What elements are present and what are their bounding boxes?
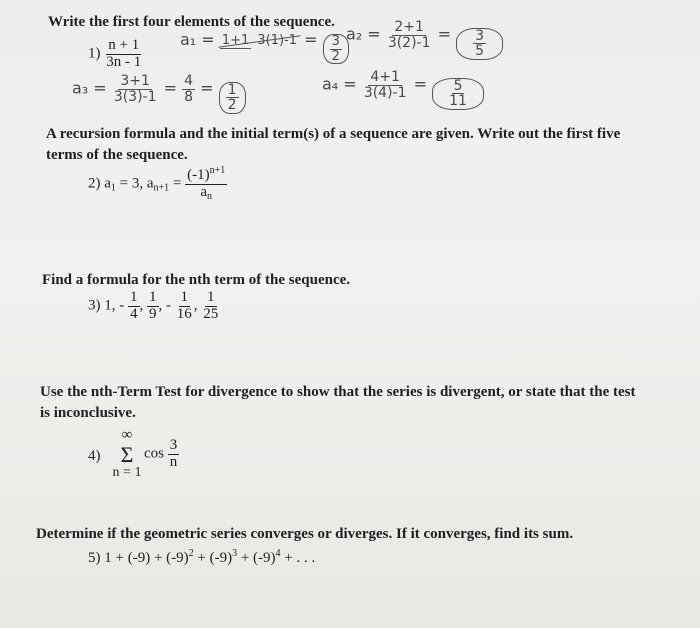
q3-frac-3	[175, 290, 194, 323]
q3-sep-2: ,	[158, 297, 163, 314]
a1-ans-num: 3	[331, 34, 340, 49]
a3-sub-den: 3(3)-1	[113, 88, 157, 105]
a3-eq-1: =	[163, 78, 178, 98]
a2-eq: =	[437, 24, 452, 44]
handwritten-a2	[346, 20, 503, 60]
a3-answer	[226, 83, 239, 113]
a4-answer	[447, 79, 469, 109]
q5-t4: + . . .	[280, 550, 316, 566]
q4-instruction: Use the nth-Term Test for divergence to show that the series is divergent, or state that the test is inconclusive.	[40, 384, 636, 421]
q5-series	[88, 548, 315, 567]
q3-frac-4	[201, 290, 220, 323]
q2-den: a	[200, 183, 208, 200]
q5-instruction: Determine if the geometric series converges or diverges. If it converges, find its sum.	[36, 526, 574, 542]
q2-recursion-fraction	[185, 166, 227, 202]
q2-subn: n+1	[153, 182, 170, 194]
q3-dash: -	[162, 297, 175, 314]
a4-eq: =	[413, 74, 428, 94]
q4-den: n	[169, 453, 178, 470]
q1-formula-numerator: n + 1	[108, 37, 140, 53]
q5-t1: 5) 1 + (-9) + (-9)	[88, 550, 189, 566]
q5-t2: + (-9)	[193, 550, 233, 566]
q3-problem	[88, 290, 220, 323]
q4-num: 3	[169, 437, 178, 453]
a2-answer	[473, 29, 486, 59]
a4-ans-num: 5	[453, 77, 463, 94]
a3-mid-den: 8	[184, 88, 194, 105]
q3-f1-den: 4	[130, 305, 138, 322]
q2-den-sub: n	[207, 190, 213, 202]
q4-fraction	[168, 438, 180, 471]
a3-ans-num: 1	[227, 81, 237, 98]
q3-f3-den: 16	[176, 305, 192, 322]
q5-t3: + (-9)	[237, 550, 276, 566]
q4-number: 4)	[88, 448, 101, 464]
q1-problem	[88, 38, 143, 71]
a2-ans-num: 3	[475, 27, 485, 44]
a3-ans-den: 2	[227, 97, 237, 114]
a1-sub-den: 3(1)-1	[257, 32, 298, 48]
handwritten-a3	[72, 74, 246, 114]
q2-problem	[88, 166, 227, 202]
a4-label: a₄ =	[322, 74, 357, 94]
q4-sigma-bottom: n = 1	[112, 465, 142, 481]
a1-answer	[330, 35, 342, 63]
a3-intermediate	[182, 74, 195, 104]
q2-num-sup: n+1	[209, 165, 226, 176]
a3-answer-circle	[219, 82, 246, 114]
q2-prefix: 2) a	[88, 175, 111, 192]
handwritten-a1	[180, 30, 349, 64]
a3-eq-2: =	[200, 78, 214, 98]
q1-number: 1)	[88, 45, 101, 62]
q3-instruction: Find a formula for the nth term of the sequence.	[42, 272, 351, 288]
q2-mid: = 3, a	[115, 175, 154, 192]
q5-s3: 3	[232, 548, 238, 559]
a1-eq: =	[304, 30, 318, 49]
q5-s4: 4	[275, 548, 281, 559]
q1-formula-denominator: 3n - 1	[106, 53, 142, 70]
q3-f4-num: 1	[207, 289, 215, 305]
handwritten-a4	[322, 70, 484, 110]
a4-substitution	[362, 70, 409, 100]
q5-s2: 2	[188, 548, 194, 559]
q1-instruction: Write the first four elements of the sequence.	[48, 14, 335, 30]
a2-answer-circle	[456, 28, 503, 60]
a3-substitution	[112, 74, 159, 104]
q3-f2-den: 9	[149, 305, 157, 322]
a2-sub-num: 2+1	[394, 19, 424, 35]
q2-sub1: 1	[110, 182, 116, 194]
q3-f3-num: 1	[180, 289, 188, 305]
q4-sigma	[110, 428, 144, 480]
a2-sub-den: 3(2)-1	[387, 34, 431, 51]
a2-label: a₂ =	[346, 24, 381, 44]
q3-f4-den: 25	[203, 305, 219, 322]
a4-answer-circle	[432, 78, 484, 110]
q4-cos: cos	[144, 445, 164, 462]
a1-sub-num: 1+1	[221, 32, 250, 48]
a1-ans-den: 2	[331, 48, 340, 64]
q3-prefix: 3) 1, -	[88, 297, 125, 314]
a4-sub-num: 4+1	[370, 69, 400, 85]
q4-sigma-top: ∞	[121, 427, 133, 443]
a3-mid-num: 4	[184, 73, 194, 89]
q2-num: (-1)	[187, 167, 210, 183]
a4-ans-den: 11	[449, 93, 467, 110]
q4-sigma-symbol: Σ	[120, 442, 134, 467]
a2-ans-den: 5	[475, 43, 485, 60]
a3-sub-num: 3+1	[120, 73, 150, 89]
q3-f1-num: 1	[130, 289, 138, 305]
q3-f2-num: 1	[149, 289, 157, 305]
a4-sub-den: 3(4)-1	[363, 84, 407, 101]
q3-sep-1: ,	[139, 297, 144, 314]
q2-instruction: A recursion formula and the initial term(s) of a sequence are given. Write out the first five terms of the sequence.	[46, 126, 621, 163]
q2-eq: =	[169, 175, 182, 192]
a3-label: a₃ =	[72, 78, 107, 98]
q3-frac-2	[147, 290, 159, 323]
a1-answer-circle	[323, 34, 349, 64]
a1-substitution	[220, 34, 299, 48]
q3-frac-1	[128, 290, 140, 323]
a1-label: a₁ =	[180, 30, 215, 49]
a2-substitution	[386, 20, 433, 50]
q3-sep-3: ,	[193, 297, 198, 314]
q4-term	[144, 438, 179, 471]
q1-formula	[104, 38, 143, 71]
